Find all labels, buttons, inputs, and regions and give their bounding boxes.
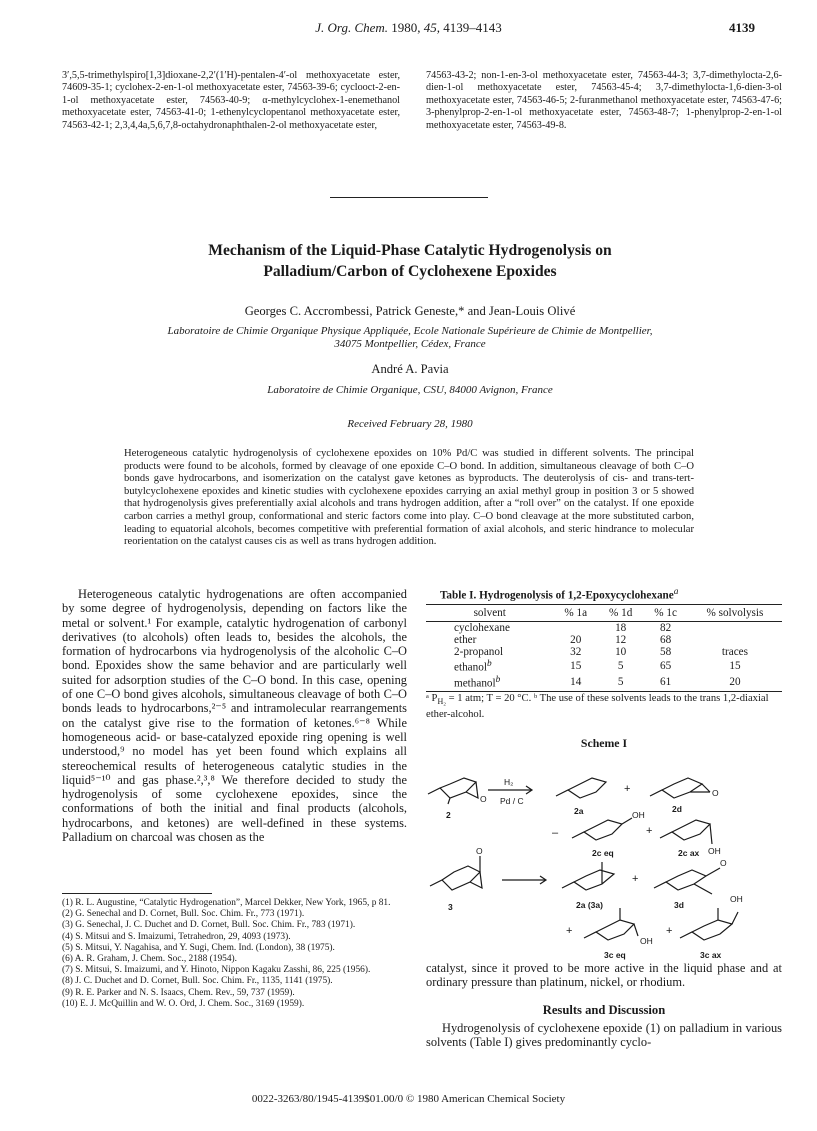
footnote: (6) A. R. Graham, J. Chem. Soc., 2188 (1954). [62,954,237,965]
top-left-column [62,70,400,132]
journal-year: 1980, [391,20,421,35]
second-author: André A. Pavia [371,362,449,376]
table-caption-mark: a [673,587,679,597]
affiliation-1 [60,325,760,351]
table-caption [440,587,770,602]
column-header: % 1d [598,605,643,622]
table-row [426,634,782,646]
top-right-column [426,70,782,132]
table-cell: 68 [660,634,672,646]
table-cell: 20 [688,674,782,692]
table-title: Hydrogenolysis of 1,2-Epoxycyclohexane [479,589,674,602]
footnote: (8) J. C. Duchet and D. Cornet, Bull. Soc. Chim. Fr., 1135, 1141 (1975). [62,976,333,987]
table-cell: ether [454,634,477,646]
table-cell [688,634,782,646]
scheme-title: Scheme I [580,736,628,750]
hydroxyl-label: OH [708,846,721,856]
compound-label: 2 [446,810,451,820]
table-cell: ethanol$^b$ [454,659,492,674]
table-cell: 65 [660,659,672,672]
affiliation-1-line-1: Laboratoire de Chimie Organique Physique Appliquée, Ecole Nationale Supérieure de Chimie de Montpellier, [167,325,653,337]
intro-paragraph: Heterogeneous catalytic hydrogenations are often accompanied by some degree of hydrogenolysis, depending on factors like the metal or solvent.¹ For example, catalytic hydrogenation of carbonyl derivatives (to alcohols) often leads to, besides the alcohols, the formation of hydrocarbons via hydrogenolysis of the alcoholic C–O bond. Epoxides show the same behavior and are particularly well suited for adsorption studies of the C–O bond. In this case, opening of one C–O bond gives alcohols, simultaneous cleavage of both C–O bonds leads to hydrocarbons,²⁻⁵ and intramolecular rearrangements on the catalyst give rise to the formation of ketones.⁶⁻⁸ While homogeneous acid- or base-catalyzed epoxide ring opening is well understood,⁹ no model has yet been found which explains all stereochemical results of heterogeneous catalytic studies in the liquid⁵⁻¹⁰ and gas phase.²,³,⁸ We therefore decided to study the hydrogenolysis of some cyclohexene epoxides, since the conformations of both the initial and final products (alcohols, hydrocarbons, and ketones) are well-defined in these systems. Palladium on charcoal was chosen as the [62,587,407,845]
alcohol-2c-ax-structure [660,820,712,844]
compound-label: 3c eq [604,950,626,960]
hydrogenolysis-table [426,604,782,692]
body-right-paragraph: catalyst, since it proved to be more active in the liquid phase and at ordinary pressure than platinum, nickel, or rhodium. [426,961,782,990]
compound-label: 2a (3a) [576,900,603,910]
table-cell: 5 [598,674,643,692]
reagent-pdc: Pd / C [500,796,524,806]
hydroxyl-label: OH [640,936,653,946]
footnote: (10) E. J. McQuillin and W. O. Ord, J. Chem. Soc., 3169 (1959). [62,998,305,1009]
abstract: Heterogeneous catalytic hydrogenolysis of cyclohexene epoxides on 10% Pd/C was studied in different solvents. The principal products were found to be alcohols, formed by cleavage of one epoxide C–O bond. In addition, simultaneous cleavage of both C–O bonds gave hydrocarbons, and isomerization on the catalyst gave ketones as byproducts. The deuterolysis of cis- and trans-tert-butylcyclohexene epoxides and kinetic studies with cyclohexene epoxides carrying an axial methyl group in position 3 or 5 showed that hydrogenolysis gives preferentially axial alcohols and trans hydrogen addition, after a “roll over” on the catalyst. If one epoxide carbon carries a methyl group, conformational and steric factors come into play. C–O bond cleavage at the more substituted carbon, leading to equatorial alcohols, becomes competitive with preferential formation of axial alcohols, and steric hindrance to molecular reorientation on the catalyst causes cis as well as trans hydrogen addition. [124,448,694,548]
author-list: Georges C. Accrombessi, Patrick Geneste,* and Jean-Louis Olivé [244,304,576,318]
page-number: 4139 [729,20,755,35]
footnote: (3) G. Senechal, J. C. Duchet and D. Cornet, Bull. Soc. Chim. Fr., 783 (1971). [62,920,356,931]
received-date: Received February 28, 1980 [347,418,473,430]
table-cell: methanol$^b$ [426,674,553,692]
plus-sign: + [624,783,631,795]
table-cell: 5 [617,659,624,672]
footnote-mark: b [486,659,492,669]
alcohol-2c-eq-structure [572,818,632,840]
table-cell: 12 [615,634,627,646]
table-cell: 2-propanol [454,646,504,658]
alkane-2a-structure [556,778,606,798]
top-left-text: 3′,5,5-trimethylspiro[1,3]dioxane-2,2′(1′H)-pentalen-4′-ol methoxyacetate ester, 74609-35-1; cyclohex-2-en-1-ol methoxyacetate ester, 74563-39-6; cyclooct-2-en-1-ol methoxyacetate ester, 74563-40-9; α-methylcyclohex-1-enemethanol methoxyacetate ester, 74563-41-0; 1-ethenylcyclopentanol methoxyacetate ester, 74563-42-1; 2,3,4,4a,5,6,7,8-octahydronaphthalen-2-ol methoxyacetate ester, [62,70,400,131]
table-row [426,646,782,658]
top-right-text: 74563-43-2; non-1-en-3-ol methoxyacetate ester, 74563-44-3; 3,7-dimethylocta-2,6-dien-1-ol methoxyacetate ester, 74563-45-4; 3,7-dimethylocta-1,6-dien-3-ol methoxyacetate ester, 74563-46-5; 2-furanmethanol methoxyacetate ester, 74563-47-6; 3-phenylprop-2-en-1-ol methoxyacetate ester, 74563-48-7; 1-phenylprop-2-en-1-ol methoxyacetate ester, 74563-49-8. [426,70,782,131]
affiliation-2: Laboratoire de Chimie Organique, CSU, 84000 Avignon, France [267,384,553,396]
table-cell: 58 [660,646,672,658]
footnote: (4) S. Mitsui and S. Imaizumi, Tetrahedron, 29, 4093 (1973). [62,931,291,942]
alcohol-3c-ax-structure [680,908,738,940]
footnote: (9) R. E. Parker and N. S. Isaacs, Chem. Rev., 59, 737 (1959). [62,987,295,998]
table-cell: 20 [570,634,582,646]
table-cell: 15 [729,659,741,672]
ketone-2d-structure [650,778,710,798]
table-row [426,674,782,692]
footnote-rule [62,893,212,894]
minus-sign: – [552,827,559,839]
epoxide-3-structure [430,856,482,890]
ketone-oxygen: O [712,788,719,798]
footnote: (7) S. Mitsui, S. Imaizumi, and Y. Hinoto, Nippon Kagaku Zasshi, 86, 225 (1956). [62,965,371,976]
ketone-oxygen: O [720,858,727,868]
journal-pages: 4139–4143 [443,20,502,35]
journal-name: J. Org. Chem. [315,20,389,35]
hydroxyl-label: OH [730,894,743,904]
table-cell: 15 [570,659,582,672]
copyright-line: 0022-3263/80/1945-4139$01.00/0 © 1980 American Chemical Society [251,1093,566,1105]
footnote-mark: b [495,674,501,685]
alkane-3a-structure [562,862,614,890]
table-cell: 18 [615,622,627,634]
reaction-arrow [488,786,532,794]
table-cell: traces [721,646,748,658]
section-heading: Results and Discussion [542,1003,666,1017]
compound-label: 3 [448,902,453,912]
table-header-row [426,605,782,622]
reaction-arrow [502,876,546,884]
table-cell: 82 [660,622,672,634]
reaction-scheme [420,752,782,980]
table-cell: 10 [615,646,627,658]
table-cell: cyclohexane [454,622,510,634]
plus-sign: + [646,825,653,837]
journal-volume: 45, [423,20,441,35]
article-title [60,240,760,282]
alcohol-3c-eq-structure [584,908,638,940]
table-cell: 32 [570,646,582,658]
section-divider [330,197,488,198]
hydroxyl-label: OH [632,810,645,820]
results-paragraph: Hydrogenolysis of cyclohexene epoxide (1) on palladium in various solvents (Table I) gives predominantly cyclo- [426,1021,782,1050]
footnote: (2) G. Senechal and D. Cornet, Bull. Soc. Chim. Fr., 773 (1971). [62,909,305,920]
column-header: % 1c [643,605,688,622]
affiliation-1-line-2: 34075 Montpellier, Cédex, France [334,338,486,350]
table-cell: 61 [643,674,688,692]
column-header: % solvolysis [688,605,782,622]
ketone-3d-structure [654,868,720,894]
footnote: (5) S. Mitsui, Y. Nagahisa, and Y. Sugi, Chem. Ind. (London), 38 (1975). [62,942,335,953]
title-line-1: Mechanism of the Liquid-Phase Catalytic Hydrogenolysis on [208,242,612,259]
table-row [426,622,782,635]
reagent-h2: H₂ [504,777,514,787]
compound-label: 2d [672,804,682,814]
table-row [426,658,782,674]
compound-label: 3c ax [700,950,722,960]
table-cell [688,622,782,635]
column-header: solvent [426,605,553,622]
running-header [0,20,817,36]
compound-label: 2c eq [592,848,614,858]
plus-sign: + [666,925,673,937]
epoxide-oxygen: O [476,846,483,856]
table-cell: 14 [553,674,598,692]
table-label: Table I. [440,589,477,602]
plus-sign: + [566,925,573,937]
table-cell [553,622,598,635]
epoxide-2-structure [428,778,478,804]
compound-label: 3d [674,900,684,910]
table-footnote: ᵃ $P_{H_2} = 1$ atm; T = 20 °C. ᵇ The use of these solvents leads to the trans 1,2-diaxial ether-alcohol. [426,693,769,720]
footnote: (1) R. L. Augustine, “Catalytic Hydrogenation”, Marcel Dekker, New York, 1965, p 81. [62,898,391,908]
footnotes [62,898,407,1010]
plus-sign: + [632,873,639,885]
compound-label: 2c ax [678,848,700,858]
compound-label: 2a [574,806,584,816]
epoxide-oxygen: O [480,794,487,804]
column-header: % 1a [553,605,598,622]
title-line-2: Palladium/Carbon of Cyclohexene Epoxides [263,263,557,280]
